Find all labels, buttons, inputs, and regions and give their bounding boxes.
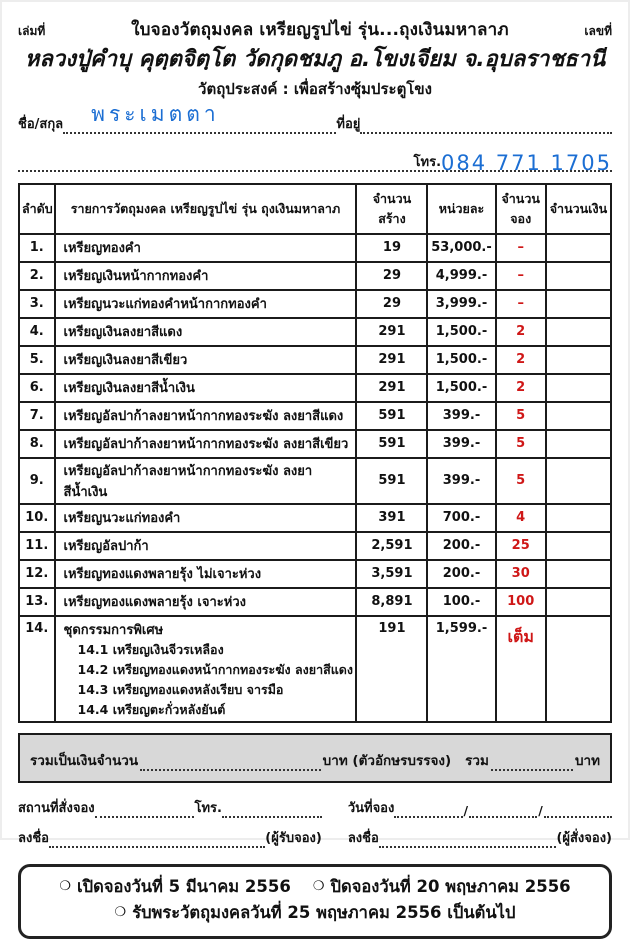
cell-booked-handwritten: – xyxy=(496,290,546,318)
col-amount: จำนวนเงิน xyxy=(546,184,611,234)
cell-amount xyxy=(546,532,611,560)
phone-value-handwritten: 084 771 1705 xyxy=(441,150,612,175)
name-address-line xyxy=(18,101,612,134)
cell-made: 2,591 xyxy=(356,532,427,560)
cell-item: เหรียญเงินลงยาสีเขียว xyxy=(55,346,357,374)
cell-no: 14. xyxy=(19,616,55,723)
cell-item: เหรียญทองแดงพลายรุ้ง เจาะห่วง xyxy=(55,588,357,616)
cell-no: 10. xyxy=(19,504,55,532)
cell-item: เหรียญทองคำ xyxy=(55,234,357,262)
baht2-label: บาท xyxy=(574,753,600,770)
cell-booked-handwritten: 5 xyxy=(496,402,546,430)
circle-bullet-icon: ❍ xyxy=(114,905,127,921)
total-amount-field xyxy=(140,757,321,771)
table-row xyxy=(19,262,611,290)
cell-unit: 1,500.- xyxy=(427,346,495,374)
sign-left-label: ลงชื่อ xyxy=(18,831,49,847)
table-row xyxy=(19,532,611,560)
item-sub-text: 14.4 เหรียญตะกั่วหลังยันต์ xyxy=(77,702,226,718)
col-made: จำนวนสร้าง xyxy=(356,184,427,234)
date-slash: / xyxy=(538,803,543,819)
cell-booked-handwritten: – xyxy=(496,262,546,290)
cell-no: 5. xyxy=(19,346,55,374)
cell-no: 1. xyxy=(19,234,55,262)
sign-left-field xyxy=(49,834,265,848)
cell-item: เหรียญอัลปาก้า xyxy=(55,532,357,560)
cell-unit: 200.- xyxy=(427,560,495,588)
cell-unit: 399.- xyxy=(427,430,495,458)
cell-unit: 399.- xyxy=(427,458,495,504)
place-label: สถานที่สั่งจอง xyxy=(18,801,95,817)
receive-date-text: รับพระวัตถุมงคลวันที่ 25 พฤษภาคม 2556 เป็นต้นไป xyxy=(132,903,516,923)
cell-unit: 100.- xyxy=(427,588,495,616)
cell-item: เหรียญอัลปาก้าลงยาหน้ากากทองระฆัง ลงยาสีแดง xyxy=(55,402,357,430)
sum-amount-field xyxy=(491,757,573,771)
cell-booked-handwritten: – xyxy=(496,234,546,262)
place-field xyxy=(95,804,195,818)
signature-section xyxy=(18,797,612,848)
sign-right-role: (ผู้สั่งจอง) xyxy=(556,831,612,847)
table-row xyxy=(19,504,611,532)
notice-line-1 xyxy=(27,874,603,900)
table-row xyxy=(19,234,611,262)
cell-booked-handwritten: 2 xyxy=(496,346,546,374)
cell-no: 3. xyxy=(19,290,55,318)
cell-amount xyxy=(546,430,611,458)
cell-unit: 3,999.- xyxy=(427,290,495,318)
cell-item: เหรียญอัลปาก้าลงยาหน้ากากทองระฆัง ลงยาสีน้ำเงิน xyxy=(55,458,357,504)
name-value-handwritten: พระเมตตา xyxy=(91,101,220,126)
table-row xyxy=(19,346,611,374)
footer-phone-label: โทร. xyxy=(194,801,222,817)
cell-amount xyxy=(546,234,611,262)
cell-made: 291 xyxy=(356,374,427,402)
item-main-text: ชุดกรรมการพิเศษ xyxy=(63,622,164,638)
table-row xyxy=(19,402,611,430)
cell-booked-handwritten: 2 xyxy=(496,318,546,346)
table-row xyxy=(19,290,611,318)
cell-made: 291 xyxy=(356,346,427,374)
date-label: วันที่จอง xyxy=(347,801,395,817)
open-date-text: เปิดจองวันที่ 5 มีนาคม 2556 xyxy=(76,877,291,897)
cell-unit: 200.- xyxy=(427,532,495,560)
cell-item: เหรียญทองแดงพลายรุ้ง ไม่เจาะห่วง xyxy=(55,560,357,588)
close-date-text: ปิดจองวันที่ 20 พฤษภาคม 2556 xyxy=(330,877,571,897)
cell-unit: 1,599.- xyxy=(427,616,495,723)
notice-line-2 xyxy=(27,900,603,926)
name-label: ชื่อ/สกุล xyxy=(18,116,64,132)
cell-booked-handwritten: 5 xyxy=(496,430,546,458)
cell-no: 8. xyxy=(19,430,55,458)
phone-label: โทร. xyxy=(413,154,442,170)
cell-amount xyxy=(546,318,611,346)
cell-no: 12. xyxy=(19,560,55,588)
name-field xyxy=(63,101,336,134)
item-sub-text: 14.3 เหรียญทองแดงหลังเรียบ จารมือ xyxy=(77,682,284,698)
cell-made: 8,891 xyxy=(356,588,427,616)
sign-right-label: ลงชื่อ xyxy=(347,831,379,847)
address-field xyxy=(360,116,612,134)
cell-no: 13. xyxy=(19,588,55,616)
cell-amount xyxy=(546,560,611,588)
table-row xyxy=(19,374,611,402)
cell-made: 291 xyxy=(356,318,427,346)
footer-phone-field xyxy=(222,804,322,818)
cell-booked-handwritten: 25 xyxy=(496,532,546,560)
cell-amount xyxy=(546,374,611,402)
cell-unit: 399.- xyxy=(427,402,495,430)
col-booked: จำนวนจอง xyxy=(496,184,546,234)
summary-bar xyxy=(18,733,612,783)
item-sub-text: 14.1 เหรียญเงินจีวรเหลือง xyxy=(77,642,224,658)
cell-no: 9. xyxy=(19,458,55,504)
col-item: รายการวัตถุมงคล เหรียญรูปไข่ รุ่น ถุงเงินมหาลาภ xyxy=(55,184,357,234)
cell-no: 7. xyxy=(19,402,55,430)
cell-made: 19 xyxy=(356,234,427,262)
cell-unit: 700.- xyxy=(427,504,495,532)
cell-made: 591 xyxy=(356,458,427,504)
cell-no: 6. xyxy=(19,374,55,402)
cell-amount xyxy=(546,588,611,616)
cell-amount xyxy=(546,346,611,374)
cell-made: 29 xyxy=(356,290,427,318)
cell-booked-handwritten: 2 xyxy=(496,374,546,402)
order-table-body xyxy=(19,234,611,723)
temple-subtitle: หลวงปู่คำบุ คุตฺตจิตฺโต วัดกุดชมภู อ.โขงเจียม จ.อุบลราชธานี xyxy=(24,47,606,72)
cell-booked-handwritten: 4 xyxy=(496,504,546,532)
form-header xyxy=(18,16,612,43)
date-slash: / xyxy=(463,803,469,819)
table-header-row xyxy=(19,184,611,234)
cell-unit: 1,500.- xyxy=(427,318,495,346)
cell-amount xyxy=(546,262,611,290)
item-sub-text: 14.2 เหรียญทองแดงหน้ากากทองระฆัง ลงยาสีแดง xyxy=(77,662,354,678)
cell-item xyxy=(55,616,357,723)
table-row xyxy=(19,560,611,588)
table-row xyxy=(19,458,611,504)
table-row xyxy=(19,318,611,346)
cell-made: 591 xyxy=(356,402,427,430)
purpose-line: วัตถุประสงค์ : เพื่อสร้างซุ้มประตูโขง xyxy=(198,79,432,98)
table-row xyxy=(19,430,611,458)
cell-made: 391 xyxy=(356,504,427,532)
sign-right-field xyxy=(379,834,557,848)
cell-booked-handwritten: เต็ม xyxy=(496,616,546,723)
cell-made: 29 xyxy=(356,262,427,290)
booking-dates-box xyxy=(18,864,612,939)
sign-left-role: (ผู้รับจอง) xyxy=(265,831,322,847)
book-no-label: เล่มที่ xyxy=(18,24,46,38)
cell-amount xyxy=(546,458,611,504)
date-day-field xyxy=(394,804,462,818)
cell-amount xyxy=(546,290,611,318)
col-unit: หน่วยละ xyxy=(427,184,495,234)
cell-made: 591 xyxy=(356,430,427,458)
table-row xyxy=(19,616,611,723)
cell-item: เหรียญเงินลงยาสีแดง xyxy=(55,318,357,346)
table-row xyxy=(19,588,611,616)
cell-item: เหรียญเงินลงยาสีน้ำเงิน xyxy=(55,374,357,402)
col-no: ลำดับ xyxy=(19,184,55,234)
page-title: ใบจองวัตถุมงคล เหรียญรูปไข่ รุ่น...ถุงเงินมหาลาภ xyxy=(131,20,509,40)
cell-unit: 53,000.- xyxy=(427,234,495,262)
cell-booked-handwritten: 5 xyxy=(496,458,546,504)
cell-amount xyxy=(546,504,611,532)
cell-made: 3,591 xyxy=(356,560,427,588)
doc-no-label: เลขที่ xyxy=(584,24,612,38)
cell-booked-handwritten: 30 xyxy=(496,560,546,588)
cell-item: เหรียญอัลปาก้าลงยาหน้ากากทองระฆัง ลงยาสีเขียว xyxy=(55,430,357,458)
date-month-field xyxy=(469,804,537,818)
cell-booked-handwritten: 100 xyxy=(496,588,546,616)
cell-item: เหรียญนวะแก่ทองคำหน้ากากทองคำ xyxy=(55,290,357,318)
address-label: ที่อยู่ xyxy=(336,116,361,132)
cell-no: 4. xyxy=(19,318,55,346)
cell-unit: 4,999.- xyxy=(427,262,495,290)
cell-no: 2. xyxy=(19,262,55,290)
cell-item: เหรียญเงินหน้ากากทองคำ xyxy=(55,262,357,290)
cell-no: 11. xyxy=(19,532,55,560)
cell-unit: 1,500.- xyxy=(427,374,495,402)
cell-made: 191 xyxy=(356,616,427,723)
circle-bullet-icon: ❍ xyxy=(59,879,71,895)
order-table xyxy=(18,183,612,724)
cell-amount xyxy=(546,616,611,723)
cell-item: เหรียญนวะแก่ทองคำ xyxy=(55,504,357,532)
date-year-field xyxy=(544,804,612,818)
baht-label: บาท (ตัวอักษรบรรจง) xyxy=(322,753,452,770)
circle-bullet-icon: ❍ xyxy=(312,879,325,895)
sum-label: รวม xyxy=(465,753,489,770)
cell-amount xyxy=(546,402,611,430)
phone-line xyxy=(18,144,612,174)
total-label: รวมเป็นเงินจำนวน xyxy=(30,753,139,770)
